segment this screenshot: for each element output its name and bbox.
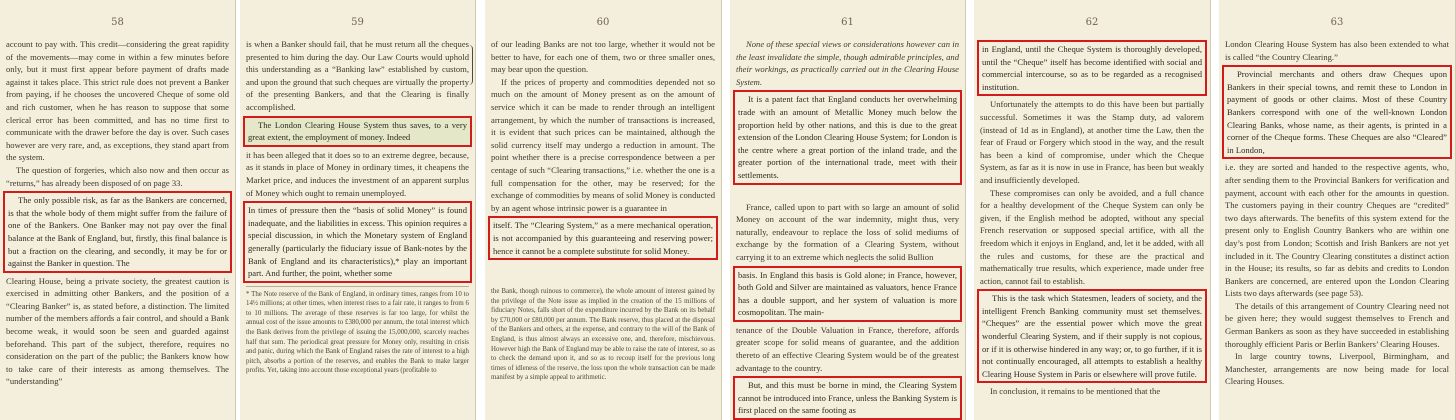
page-number: 59 <box>351 17 364 28</box>
paragraph: If the prices of property and commodities depended not so much on the amount of Money present as on the amount of service which it can be made to render through an intelligent arrangement, by which the number of transactions is increased, it is evident that such prices can be maintained, although the solid currency itself may undergo a reduction in amount. The point whether there is a precise correspondence between a per centage of such “Clearing transactions,” i.e. whether the one is a full compensation for the other, may be reserved; for the exchange of commodities by means of solid Money is conducted by an agent whose intrinsic power is a guarantee in <box>491 76 715 213</box>
footnote: the Bank, though ruinous to commerce), the whole amount of interest gained by the privilege of the Note issue as implied in the creation of the 15 millions of fiduciary Notes, falls short of the expenditure incurred by the Bank on its behalf by £70,000 or £80,000 per annum. The Bank reserve, thus placed at the disposal of the Bankers and others, at the expense, and contrary to the will of the Bank of England, is thus almost always an excessive one, and, therefore, mischievous. However high the Bank of England may be able to raise the rate of interest, so as to check the demand upon it, and so as to recoup itself for the previous long times of idleness of the reserve, the loss upon the whole transaction can be made manifest by a simple appeal to arithmetic. <box>491 288 715 382</box>
paragraph: it has been alleged that it does so to an extreme degree, because, as it stands in place of Money in ordinary times, it cheapens the Market price, and induces the investment of an apparent surplus of Money which ought to remain unemployed. <box>246 149 469 198</box>
paragraph: None of these special views or considerations however can in the least invalidate the simple, though admirable principles, and their workings, as practically carried out in the Clearing House System. <box>736 39 959 87</box>
book-page <box>485 0 722 420</box>
paragraph: The question of forgeries, which also now and then occur as “returns,” has already been disposed of on page 33. <box>6 164 229 188</box>
paragraph: is when a Banker should fail, that he must return all the cheques presented to him during the day. Our Law Courts would uphold this understanding as a “Banking law” established by custom, and upon the ground that such cheques are virtually the property of the presenting Bankers, and that the Clearing is finally accomplished. <box>246 39 469 112</box>
paragraph: i.e. they are sorted and handed to the respective agents, who, after sending them to the Provincial Bankers for verification and payment, account with each other for the amounts in question. The customers paying in their country Cheques are “credited” two days afterwards. The benefits of this system extend for the present only to English Country Bankers who are within one day’s post from London; Scottish and Irish Bankers are not yet included in it. The Country Clearing constitutes a distinct action in the House; its results, so far as debits and credits to London Bankers are concerned, are entered upon the London Clearing Lists two days afterwards (see page 53). <box>1225 162 1449 299</box>
book-page <box>0 0 236 420</box>
page-number: 63 <box>1330 17 1344 28</box>
book-page <box>1219 0 1456 420</box>
page-gap <box>1211 0 1219 420</box>
highlighted-passage: Provincial merchants and others draw Cheques upon Bankers in their special towns, and remit these to London in payment of goods or other claims. Most of these Country Bankers correspond with one of the well-known London Clearing Banks, whose name, as their agents, is printed in a corner of the Cheque forms. These Cheques are also “Cleared” in London, <box>1222 65 1452 159</box>
highlighted-passage: The only possible risk, as far as the Bankers are concerned, is that the whole body of them might suffer from the failure of one of the Bankers. One Banker may not pay over the final balance at the Bank of England, but, firstly, this final balance is but a fraction on the clearing, and secondly, it may be for or against the Banker in question. The <box>3 191 232 273</box>
page-gap <box>722 0 730 420</box>
page-body <box>491 38 715 383</box>
page-number: 62 <box>1085 17 1099 28</box>
paragraph: The details of this arrangement of Country Clearing need not be given here; they would suggest themselves to French and German Bankers as soon as they have succeeded in establishing thoroughly efficient Paris or Berlin Bankers’ Clearing Houses. <box>1225 300 1449 349</box>
paragraph: London Clearing House System has also been extended to what is called “the Country Clearing.” <box>1225 39 1449 62</box>
margin-bracket <box>469 45 473 85</box>
book-page <box>974 0 1211 420</box>
page-body <box>736 38 959 420</box>
page-gap <box>476 0 485 420</box>
highlighted-passage: This is the task which Statesmen, leaders of society, and the intelligent French Banking community must set themselves. “Cheques” are the essential power which move the great wonderful Clearing System, and if their supply is not copious, or if it is otherwise hindered in any way; or, to go further, if it is not continually encouraged, all attempts to establish a healthy Clearing House System in Paris or elsewhere will prove futile. <box>977 289 1207 383</box>
paragraph: In large country towns, Liverpool, Birmingham, and Manchester, arrangements are now being made for local Clearing Houses. <box>1225 351 1449 387</box>
highlighted-passage: basis. In England this basis is Gold alone; in France, however, both Gold and Silver are maintained as valuators, hence France has a double support, and her system of valuation is more cosmopolitan. The main- <box>733 266 962 322</box>
book-page <box>730 0 966 420</box>
highlighted-passage: itself. The “Clearing System,” as a mere mechanical operation, is not accompanied by this guaranteeing and reserving power; hence it cannot be a complete substitute for solid Money. <box>488 216 718 260</box>
page-body <box>246 38 469 376</box>
page-body <box>6 38 229 388</box>
highlighted-passage: In times of pressure then the “basis of solid Money” is found inadequate, and the liabilities in excess. This opinion requires a special discussion, in which the Monetary system of England generally (particularly the fiduciary issue of Bank-notes by the Bank of England and its characteristics),* play an important part. And further, the point, whether some <box>243 201 472 283</box>
page-body <box>980 38 1204 398</box>
highlighted-passage: But, and this must be borne in mind, the Clearing System cannot be introduced into France, unless the Banking System is first placed on the same footing as <box>733 376 962 420</box>
page-number: 58 <box>111 17 124 28</box>
paragraph: France, called upon to part with so large an amount of solid Money on account of the war indemnity, might thus, very naturally, endeavour to replace the loss of solid mediums of exchange by the formation of a Clearing System, without carrying it to an extreme which neglects the solid Bullion <box>736 201 959 262</box>
paragraph: These compromises can only be avoided, and a full chance for a healthy development of the Cheque System can only be given, if the English method be adopted, without any special French reservation or supposed special artifice, with all the freedom which it enjoys in England, and, let it be added, with all the rules and customs, for these are the practical and mathematically true results, which experience, made under free action, cannot fail to establish. <box>980 187 1204 286</box>
paragraph: tenance of the Double Valuation in France, therefore, affords greater scope for solid means of guarantee, and the addition thereto of an effective Clearing System would be of the greatest advantage to the country. <box>736 324 959 373</box>
highlighted-passage: It is a patent fact that England conducts her overwhelming trade with an amount of Metallic Money much below the proportion held by other nations, and this is due to the great extension of the London Clearing House System; for London is the centre where a great portion of the inland trade, and the greater portion of the international trade, meet with their settlements. <box>733 90 962 184</box>
page-gap <box>966 0 974 420</box>
highlighted-passage: in England, until the Cheque System is thoroughly developed, until the “Cheque” itself has become identified with social and commercial intercourse, so as to be regarded as a recognised institution. <box>977 40 1207 96</box>
highlighted-passage: The London Clearing House System thus saves, to a very great extent, the employment of money. Indeed <box>243 116 472 147</box>
book-page <box>240 0 476 420</box>
paragraph: In conclusion, it remains to be mentioned that the <box>990 386 1161 397</box>
paragraph: Unfortunately the attempts to do this have been but partially successful. Sometimes it was the Stamp duty, ad valorem (instead of 1d as in England), at another time the Law, then the fear of Fraud or Forgery which stood in the way, and the result has been a kind of compromise, under which the Cheque System, as far as it is now in use in France, has been but weakly and insufficiently developed. <box>980 99 1204 185</box>
footnote: * The Note reserve of the Bank of England, in ordinary times, ranges from 10 to 14½ millions; at other times, when interest rises to a fair rate, it ranges to from 6 to 10 millions. The average of these reserves is far too large, for whilst the annual cost of the issue amounts to £380,000 per annum, the total interest which the Bank derives from the privilege of issuing the 15,000,000, scarcely reaches half that sum. The periodical great pressure for Money only, resulting in crisis and panic, during which the Bank of England raises the rate of interest to a high pitch, absorbs a portion of the reserves, and enables the Bank to make larger profits. Yet, taking into account those exceptional years (profitable to <box>246 286 469 376</box>
paragraph: Clearing House, being a private society, the greatest caution is exercised in admitting other Bankers, and the position of a “Clearing Banker” is, as stated before, a distinction. The limited number of the members affords a fair control, and should a Bank become weak, it would soon be seen and guarded against beforehand. This part of the subject, therefore, requires no consideration on the part of the public; the Bankers know how to take care of their interests as among themselves. The “understanding” <box>6 275 229 387</box>
paragraph: account to pay with. This credit—considering the great rapidity of the movements—may come in within a few minutes before only, but it must first appear before payment of drafts made against it takes place. This strict rule does not prevent a Banker from paying, if he chooses the uncovered Cheque of some old and rich customer, when he has reason to suppose that some clerical error has been committed, and has no time first to communicate with the drawer before the day is over. Such cases however are very rare, and, as exceptions, they stand apart from the system. <box>6 39 229 163</box>
page-number: 60 <box>596 17 610 28</box>
paragraph: of our leading Banks are not too large, whether it would not be better to have, for each one of them, two or three smaller ones, may bear upon the question. <box>491 39 715 75</box>
page-body <box>1225 38 1449 388</box>
page-number: 61 <box>841 17 854 28</box>
